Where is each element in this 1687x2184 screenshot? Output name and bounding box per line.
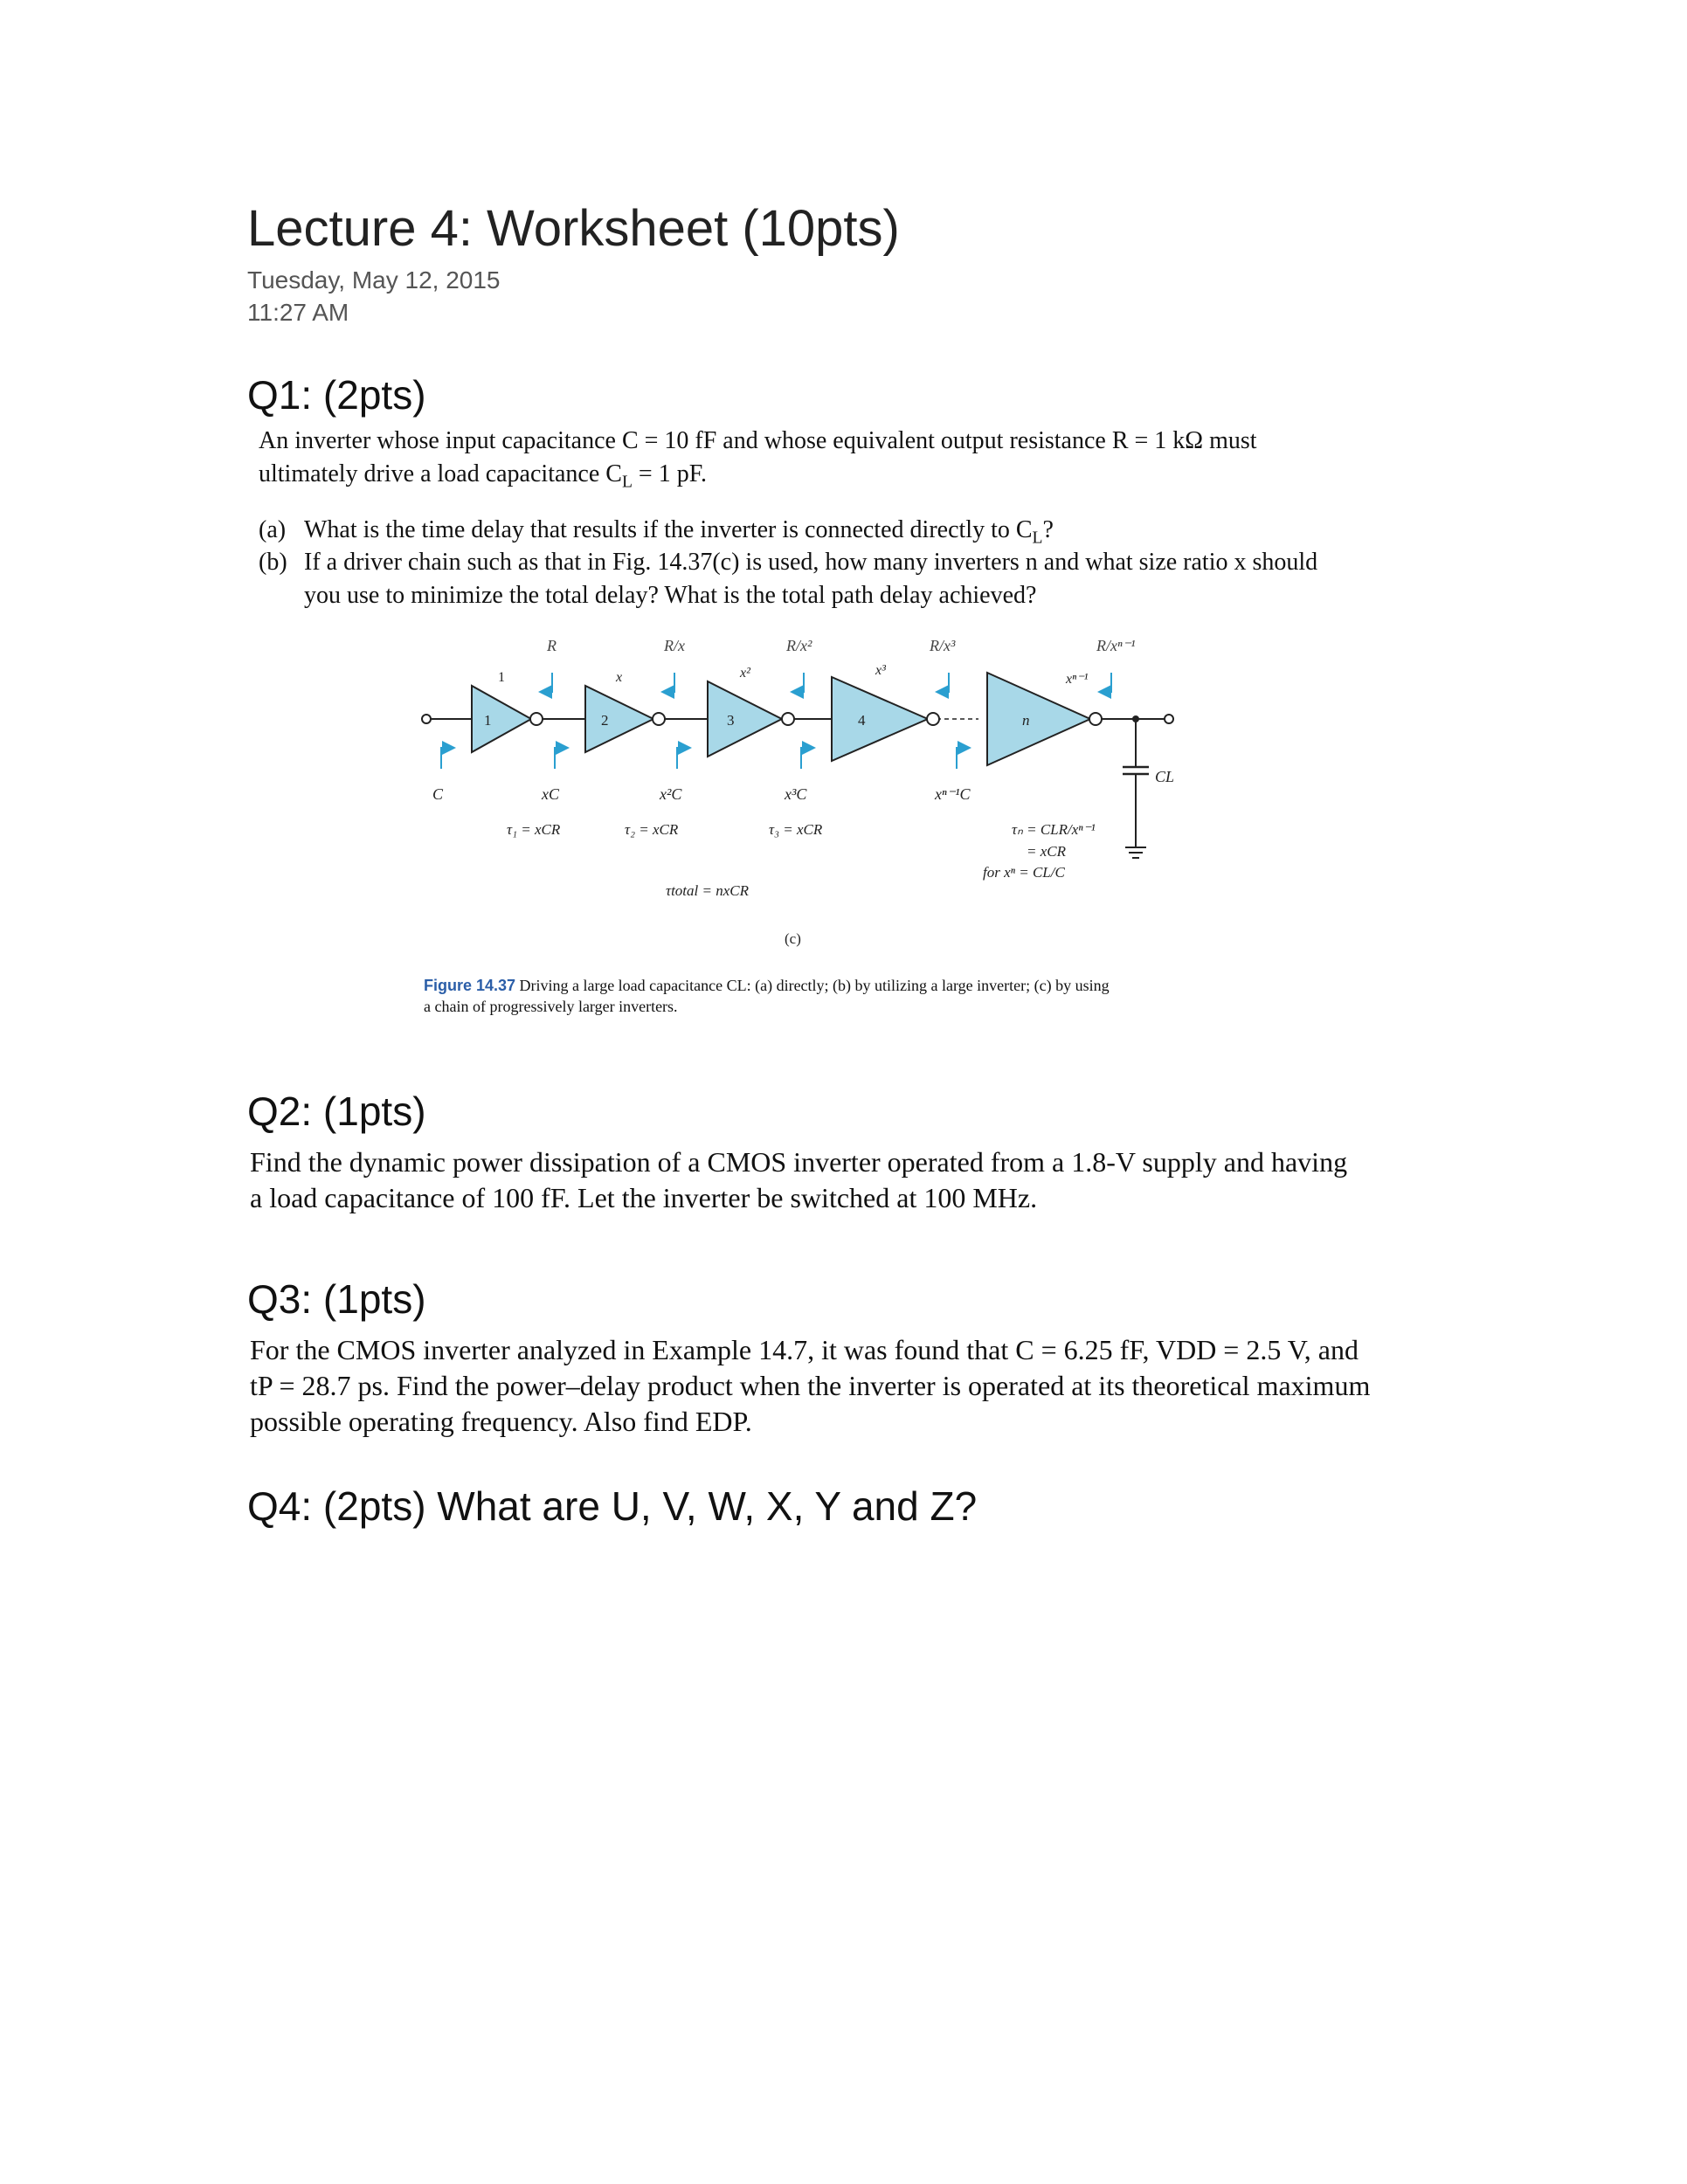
- page-time: 11:27 AM: [247, 299, 349, 326]
- q1-part-b-line2: you use to minimize the total delay? What is the total path delay achieved?: [304, 582, 1037, 609]
- q1-intro-line1: An inverter whose input capacitance C = 10 fF and whose equivalent output resistance R = 1 kΩ must: [259, 427, 1257, 454]
- tau-1: τ₁ = xCR: [507, 821, 561, 838]
- tau-n-line2: = xCR: [1027, 843, 1066, 860]
- q2-text: Find the dynamic power dissipation of a CMOS inverter operated from a 1.8-V supply and having a load capacitance of 100 fF. Let the inverter be switched at 100 MHz.: [250, 1146, 1348, 1213]
- capacitance-label: xC: [542, 785, 559, 803]
- q3-heading: Q3: (1pts): [247, 1276, 426, 1322]
- tau-2: τ₂ = xCR: [625, 821, 679, 838]
- q1-part-a-text: What is the time delay that results if the inverter is connected directly to C: [304, 516, 1033, 543]
- size-label: x: [616, 670, 623, 685]
- size-label: x³: [875, 663, 886, 678]
- page-title: Lecture 4: Worksheet (10pts): [247, 200, 900, 257]
- load-capacitor: [1123, 719, 1174, 858]
- q2-heading: Q2: (1pts): [247, 1089, 426, 1134]
- capacitance-label: x³C: [785, 785, 807, 803]
- figure-number: Figure 14.37: [424, 977, 516, 994]
- size-label: xⁿ⁻¹: [1066, 672, 1089, 687]
- svg-text:4: 4: [858, 712, 866, 729]
- size-label: 1: [498, 670, 505, 685]
- capacitance-label: xⁿ⁻¹C: [935, 785, 971, 803]
- q4-heading: Q4: (2pts) What are U, V, W, X, Y and Z?: [247, 1483, 978, 1529]
- figure-caption: Figure 14.37 Driving a large load capacitance CL: (a) directly; (b) by utilizing a large inverter; (c) by using a chain of progressively larger inverters.: [424, 977, 1110, 1015]
- capacitance-label: C: [432, 785, 444, 803]
- q1-part-b-line1: If a driver chain such as that in Fig. 14.37(c) is used, how many inverters n and what size ratio x should: [304, 549, 1318, 576]
- svg-text:3: 3: [727, 712, 735, 729]
- inverter-1: [472, 686, 543, 752]
- resistance-label: R: [547, 638, 557, 654]
- subfigure-label: (c): [785, 930, 801, 947]
- q1-part-a-label: (a): [259, 516, 287, 543]
- inverter-chain-figure: [411, 638, 1197, 961]
- page-date: Tuesday, May 12, 2015: [247, 266, 501, 294]
- svg-text:n: n: [1022, 712, 1030, 729]
- q1-part-a: (a) What is the time delay that results if the inverter is connected directly to $C_L$?: [259, 514, 1394, 556]
- tau-n-line1: τₙ = CLR/xⁿ⁻¹: [1012, 821, 1096, 838]
- q1-part-b-label: (b): [259, 549, 287, 576]
- size-label: x²: [740, 666, 750, 681]
- load-label: CL: [1155, 768, 1175, 785]
- resistance-label: R/x: [664, 638, 685, 654]
- q1-part-b: [259, 546, 1394, 612]
- capacitance-label: x²C: [660, 785, 682, 803]
- svg-text:1: 1: [484, 712, 492, 729]
- q3-text: For the CMOS inverter analyzed in Example 14.7, it was found that C = 6.25 fF, VDD = 2.5 V, and tP = 28.7 ps. Find the power–delay product when the inverter is operated at its theoretical maximum possible operating frequency. Also find EDP.: [250, 1334, 1371, 1437]
- tau-total: τtotal = nxCR: [666, 882, 749, 899]
- q1-heading: Q1: (2pts): [247, 372, 426, 418]
- svg-text:2: 2: [601, 712, 609, 729]
- resistance-label: R/xⁿ⁻¹: [1096, 638, 1136, 654]
- tau-n-line3: for xⁿ = CL/C: [983, 864, 1065, 881]
- inverter-3: [708, 681, 794, 757]
- q1-intro-line2: ultimately drive a load capacitance $C_L = 1$ pF.: [259, 460, 708, 492]
- q1-intro: [259, 425, 1377, 500]
- inverter-4: [832, 677, 939, 761]
- tau-3: τ₃ = xCR: [769, 821, 823, 838]
- inverter-2: [585, 686, 665, 752]
- resistance-label: R/x²: [786, 638, 812, 654]
- resistance-label: R/x³: [930, 638, 956, 654]
